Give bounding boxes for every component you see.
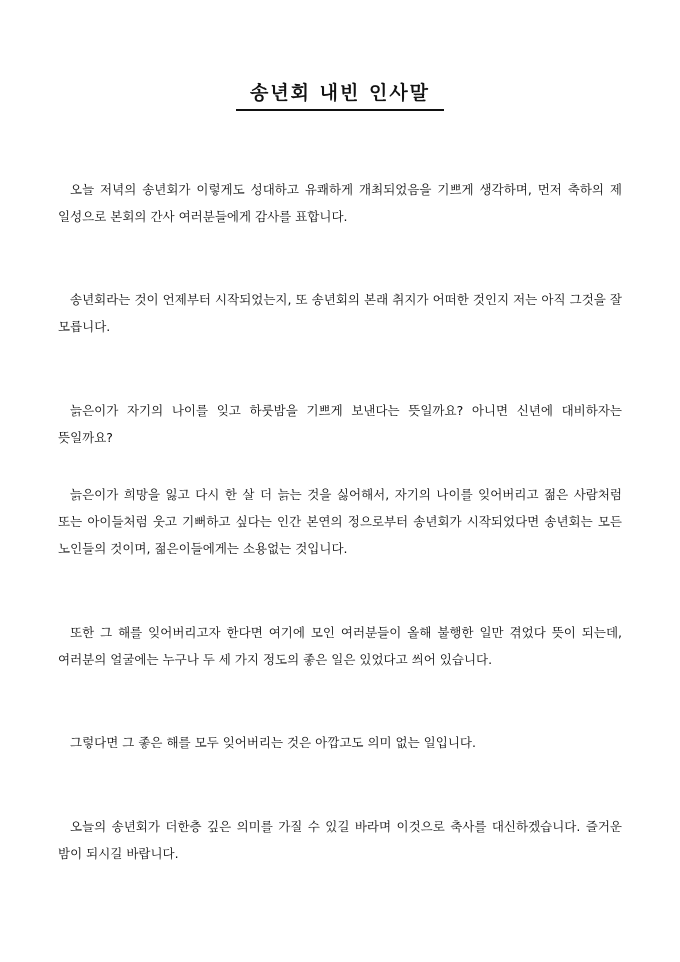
paragraph-4: 늙은이가 희망을 잃고 다시 한 살 더 늙는 것을 싫어해서, 자기의 나이를 잊어버리고 젊은 사람처럼 또는 아이들처럼 웃고 기뻐하고 싶다는 인간 본연의 정으로부터 송년회가 시작되었다면 송년회는 모든 노인들의 것이며, 젊은이들에게는 소용없는 것입니다. (58, 487, 622, 556)
paragraph-5: 또한 그 해를 잊어버리고자 한다면 여기에 모인 여러분들이 올해 불행한 일만 겪었다 뜻이 되는데, 여러분의 얼굴에는 누구나 두 세 가지 정도의 좋은 일은 있었다고 씌어 있습니다. (58, 625, 622, 667)
paragraph-3: 늙은이가 자기의 나이를 잊고 하룻밤을 기쁘게 보낸다는 뜻일까요? 아니면 신년에 대비하자는 뜻일까요? (58, 403, 622, 445)
title-container (0, 78, 680, 111)
paragraph-7: 오늘의 송년회가 더한층 깊은 의미를 가질 수 있길 바라며 이것으로 축사를 대신하겠습니다. 즐거운 밤이 되시길 바랍니다. (58, 819, 622, 861)
page-title: 송년회 내빈 인사말 (236, 78, 444, 111)
paragraph-6: 그렇다면 그 좋은 해를 모두 잊어버리는 것은 아깝고도 의미 없는 일입니다. (70, 735, 476, 750)
paragraph-2: 송년회라는 것이 언제부터 시작되었는지, 또 송년회의 본래 취지가 어떠한 것인지 저는 아직 그것을 잘 모릅니다. (58, 292, 622, 334)
paragraph-1: 오늘 저녁의 송년회가 이렇게도 성대하고 유쾌하게 개최되었음을 기쁘게 생각하며, 먼저 축하의 제 일성으로 본회의 간사 여러분들에게 감사를 표합니다. (58, 182, 622, 224)
